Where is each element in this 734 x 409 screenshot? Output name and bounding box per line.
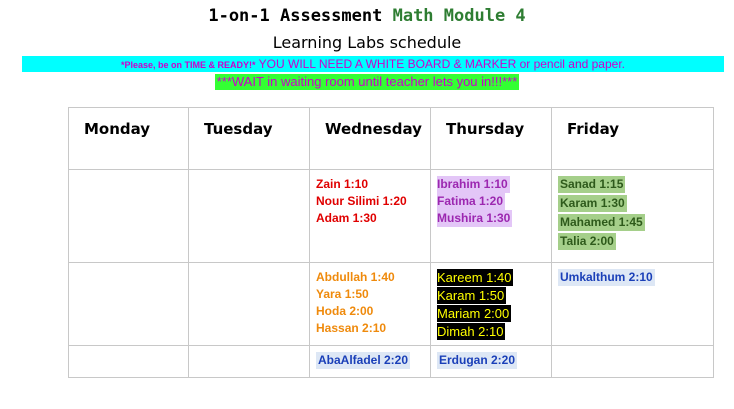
cell-wednesday [310, 170, 431, 263]
list-item: Karam 1:30 [560, 196, 625, 210]
notice-banner-waiting-room: ***WAIT in waiting room until teacher lets you in!!!*** [216, 74, 518, 89]
list-item: Adam 1:30 [316, 211, 377, 225]
cell-wednesday [310, 346, 431, 378]
list-item: Hassan 2:10 [316, 321, 387, 335]
list-item: Fatima 1:20 [437, 194, 504, 208]
table-row [69, 346, 714, 378]
list-item: Mariam 2:00 [437, 306, 510, 321]
header-thursday: Thursday [431, 108, 552, 170]
cell-friday [552, 346, 714, 378]
header-wednesday: Wednesday [310, 108, 431, 170]
table-row [69, 170, 714, 263]
list-item: Hoda 2:00 [316, 304, 374, 318]
cell-tuesday [189, 263, 310, 346]
cell-thursday [431, 170, 552, 263]
header-tuesday: Tuesday [189, 108, 310, 170]
header-monday: Monday [69, 108, 189, 170]
page-subtitle: Learning Labs schedule [272, 33, 462, 52]
table-header-row [69, 108, 714, 170]
cell-monday [69, 263, 189, 346]
list-item: Mahamed 1:45 [560, 215, 643, 229]
list-item: Yara 1:50 [316, 287, 369, 301]
cell-tuesday [189, 346, 310, 378]
schedule-table [68, 107, 714, 378]
cell-tuesday [189, 170, 310, 263]
cell-friday [552, 170, 714, 263]
cell-wednesday [310, 263, 431, 346]
notice-banner-supplies [22, 56, 724, 72]
notice-supplies-text: YOU WILL NEED A WHITE BOARD & MARKER or pencil and paper. [255, 57, 625, 71]
title-module: Math Module 4 [392, 6, 526, 26]
list-item: Umkalthum 2:10 [560, 270, 653, 284]
list-item: Ibrahim 1:10 [437, 177, 508, 191]
list-item: Kareem 1:40 [437, 270, 512, 285]
page-title [0, 6, 734, 26]
list-item: Nour Silimi 1:20 [316, 194, 407, 208]
title-prefix: 1-on-1 Assessment [208, 6, 383, 26]
list-item: Erdugan 2:20 [439, 353, 516, 367]
cell-thursday [431, 346, 552, 378]
table-row [69, 263, 714, 346]
list-item: Zain 1:10 [316, 177, 369, 191]
header-friday: Friday [552, 108, 714, 170]
cell-thursday [431, 263, 552, 346]
list-item: Sanad 1:15 [560, 177, 624, 191]
list-item: Karam 1:50 [437, 288, 505, 303]
list-item: Mushira 1:30 [437, 211, 511, 225]
cell-monday [69, 170, 189, 263]
list-item: Dimah 2:10 [437, 324, 504, 339]
list-item: Abdullah 1:40 [316, 270, 395, 284]
list-item: AbaAlfadel 2:20 [318, 353, 409, 367]
cell-friday [552, 263, 714, 346]
list-item: Talia 2:00 [560, 234, 614, 248]
notice-ready-text: *Please, be on TIME & READY!* [121, 60, 256, 70]
cell-monday [69, 346, 189, 378]
